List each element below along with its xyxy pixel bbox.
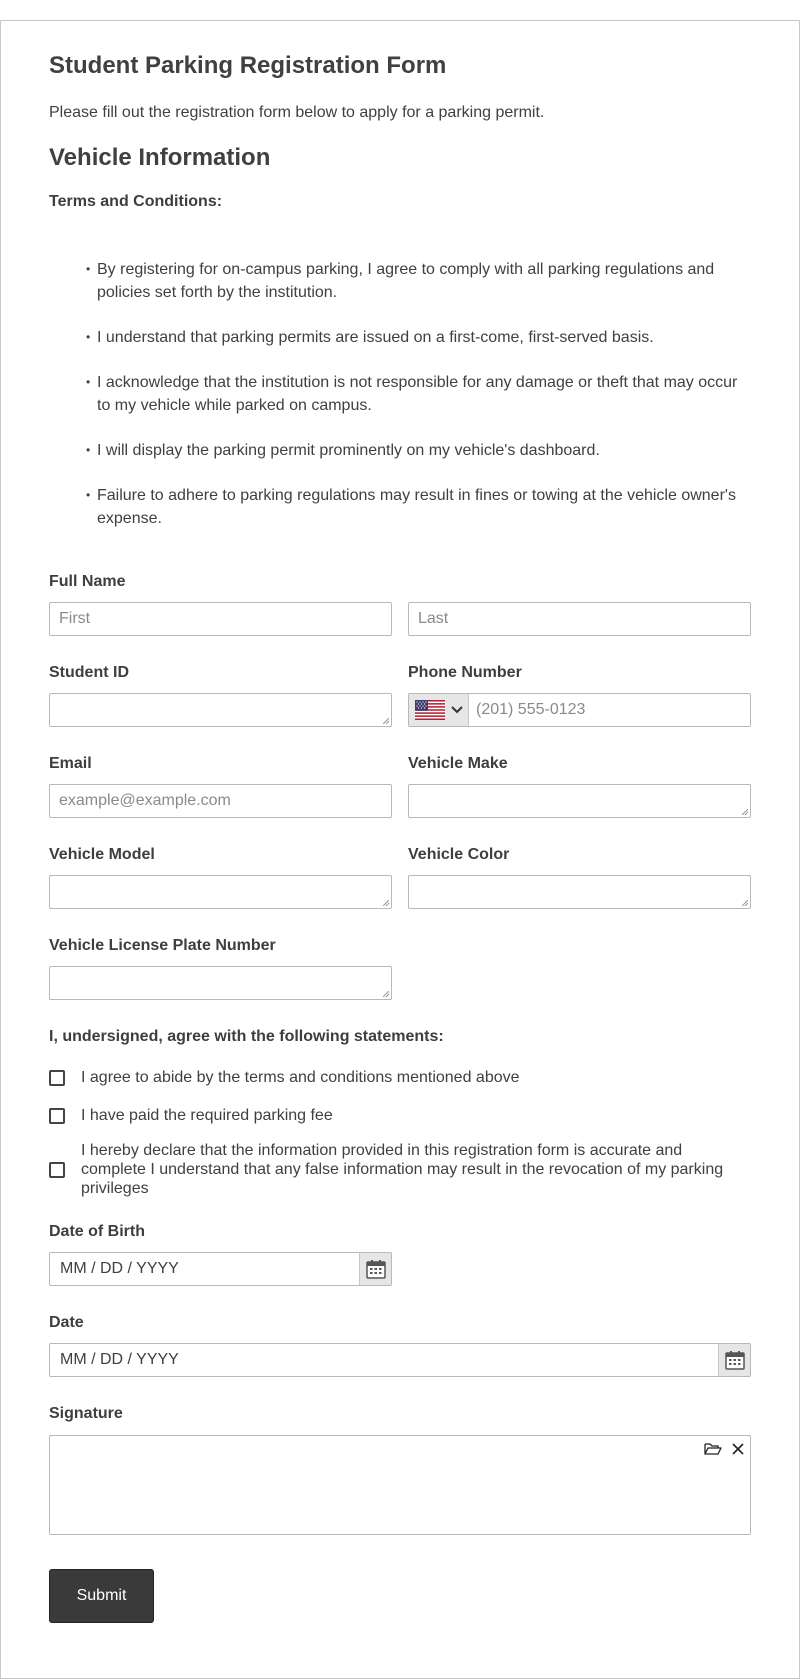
dob-input[interactable] [49, 1252, 392, 1286]
resize-grip-icon[interactable] [742, 900, 748, 906]
agreement-option-label: I hereby declare that the information provided in this registration form is accurate and complete I understand that any false information may result in the revocation of my parking privileges [81, 1142, 724, 1197]
section-title: Vehicle Information [49, 144, 271, 171]
agreement-option-label: I agree to abide by the terms and conditions mentioned above [81, 1069, 520, 1086]
agreement-checkbox-row[interactable] [49, 1106, 749, 1125]
student-id-input[interactable] [49, 693, 392, 727]
last-name-input[interactable] [408, 602, 751, 636]
close-icon[interactable] [732, 1443, 744, 1455]
resize-grip-icon[interactable] [383, 900, 389, 906]
agreement-checkbox-row[interactable] [49, 1068, 749, 1087]
resize-grip-icon[interactable] [742, 809, 748, 815]
calendar-icon [725, 1350, 745, 1370]
terms-list [86, 258, 746, 552]
signature-tools [704, 1442, 744, 1456]
terms-item: • I understand that parking permits are issued on a first-come, first-served basis. [86, 326, 746, 349]
form-title: Student Parking Registration Form [49, 52, 447, 79]
license-plate-input[interactable] [49, 966, 392, 1000]
calendar-icon [366, 1259, 386, 1279]
vehicle-model-input[interactable] [49, 875, 392, 909]
calendar-button[interactable] [718, 1344, 750, 1376]
vehicle-make-label: Vehicle Make [408, 755, 508, 772]
signature-pad[interactable] [49, 1435, 751, 1535]
email-input[interactable] [49, 784, 392, 818]
date-label: Date [49, 1314, 84, 1331]
folder-open-icon[interactable] [704, 1442, 722, 1456]
email-label: Email [49, 755, 92, 772]
us-flag-icon [415, 700, 445, 720]
country-selector[interactable] [409, 694, 469, 726]
vehicle-make-input[interactable] [408, 784, 751, 818]
date-placeholder: MM / DD / YYYY [60, 1351, 179, 1368]
agreement-checkbox[interactable] [49, 1108, 65, 1124]
vehicle-color-input[interactable] [408, 875, 751, 909]
dob-placeholder: MM / DD / YYYY [60, 1260, 179, 1277]
terms-item: • I will display the parking permit prominently on my vehicle's dashboard. [86, 439, 746, 462]
agreement-checkbox[interactable] [49, 1070, 65, 1086]
full-name-label: Full Name [49, 573, 126, 590]
resize-grip-icon[interactable] [383, 991, 389, 997]
vehicle-color-label: Vehicle Color [408, 846, 510, 863]
agreement-label: I, undersigned, agree with the following statements: [49, 1028, 444, 1045]
vehicle-model-label: Vehicle Model [49, 846, 155, 863]
form-subtitle: Please fill out the registration form below to apply for a parking permit. [49, 104, 545, 121]
first-name-input[interactable] [49, 602, 392, 636]
signature-label: Signature [49, 1405, 123, 1422]
date-input[interactable] [49, 1343, 751, 1377]
submit-button[interactable]: Submit [49, 1569, 154, 1623]
chevron-down-icon [451, 706, 463, 714]
student-id-label: Student ID [49, 664, 129, 681]
phone-label: Phone Number [408, 664, 522, 681]
terms-item: • Failure to adhere to parking regulations may result in fines or towing at the vehicle owner's expense. [86, 484, 746, 530]
agreement-checkbox[interactable] [49, 1162, 65, 1178]
dob-label: Date of Birth [49, 1223, 145, 1240]
calendar-button[interactable] [359, 1253, 391, 1285]
license-plate-label: Vehicle License Plate Number [49, 937, 276, 954]
phone-input[interactable] [408, 693, 751, 727]
terms-item: • I acknowledge that the institution is not responsible for any damage or theft that may occur to my vehicle while parked on campus. [86, 371, 746, 417]
phone-placeholder: (201) 555-0123 [476, 701, 586, 718]
agreement-option-label: I have paid the required parking fee [81, 1107, 333, 1124]
resize-grip-icon[interactable] [383, 718, 389, 724]
terms-item: • By registering for on-campus parking, I agree to comply with all parking regulations and policies set forth by the institution. [86, 258, 746, 304]
terms-label: Terms and Conditions: [49, 193, 223, 210]
agreement-checkbox-row[interactable] [49, 1141, 749, 1198]
